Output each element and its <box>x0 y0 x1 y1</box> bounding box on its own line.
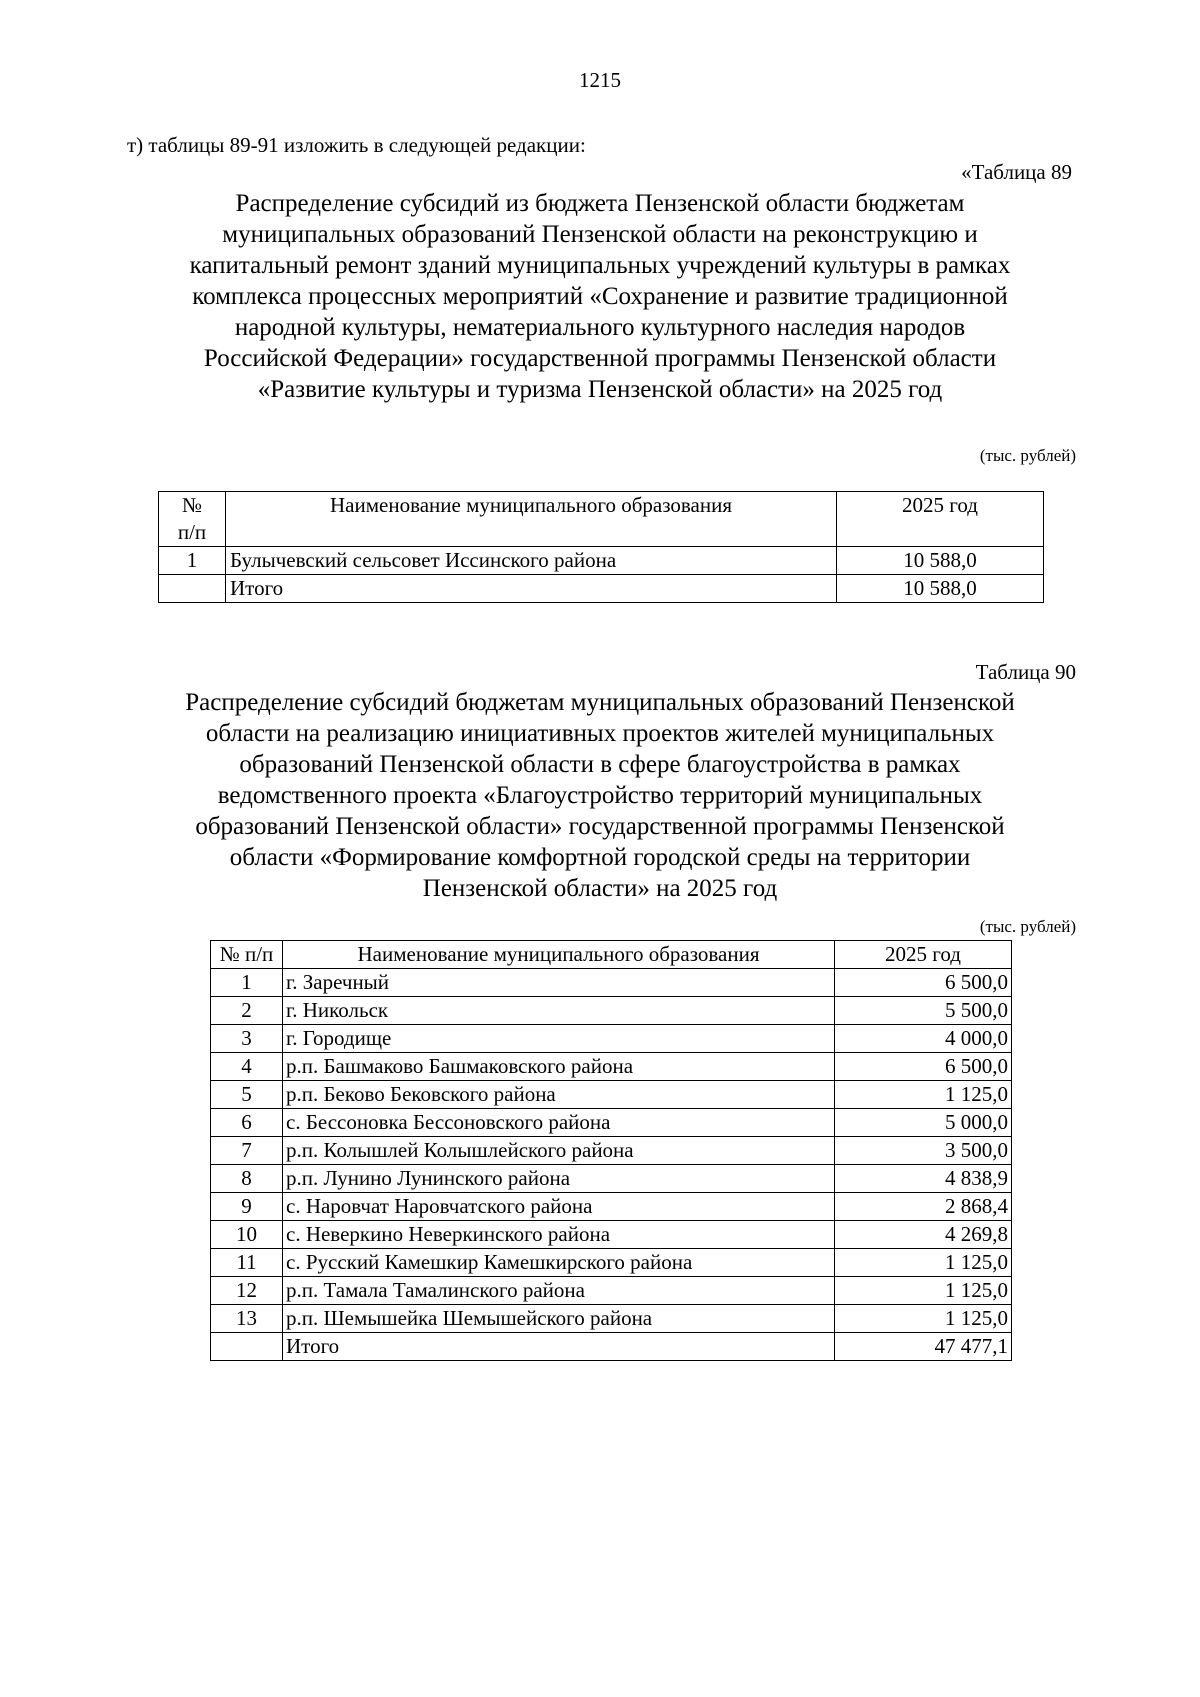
title-line: Распределение субсидий из бюджета Пензенской области бюджетам <box>235 190 965 217</box>
cell-value: 4 269,8 <box>835 1221 1012 1249</box>
cell-value: 6 500,0 <box>835 1053 1012 1081</box>
cell-value: 4 838,9 <box>835 1165 1012 1193</box>
title-line: Распределение субсидий бюджетам муниципальных образований Пензенской <box>185 689 1015 716</box>
title-line: Пензенской области» на 2025 год <box>422 875 778 902</box>
table-row <box>211 1221 1012 1249</box>
table-row <box>159 547 1044 575</box>
header-name: Наименование муниципального образования <box>226 492 837 547</box>
title-line: области на реализацию инициативных проектов жителей муниципальных <box>205 720 995 747</box>
cell-no: 1 <box>159 547 226 575</box>
table-89-label: «Таблица 89 <box>961 160 1072 184</box>
cell-no: 4 <box>211 1053 283 1081</box>
cell-name: Булычевский сельсовет Иссинского района <box>226 547 837 575</box>
header-no: № п/п <box>211 941 283 969</box>
cell-value: 1 125,0 <box>835 1305 1012 1333</box>
table-row <box>211 997 1012 1025</box>
cell-value: 1 125,0 <box>835 1277 1012 1305</box>
cell-name: р.п. Беково Бековского района <box>283 1081 835 1109</box>
table-90-label: Таблица 90 <box>975 660 1076 684</box>
cell-name: г. Никольск <box>283 997 835 1025</box>
cell-name: г. Городище <box>283 1025 835 1053</box>
cell-value: 5 000,0 <box>835 1109 1012 1137</box>
cell-value: 2 868,4 <box>835 1193 1012 1221</box>
header-no-line2: п/п <box>177 520 207 544</box>
header-no-line1: № <box>181 493 203 517</box>
cell-name: с. Неверкино Неверкинского района <box>283 1221 835 1249</box>
table-89-units: (тыс. рублей) <box>979 446 1076 465</box>
cell-value: 10 588,0 <box>837 575 1044 603</box>
cell-value: 5 500,0 <box>835 997 1012 1025</box>
cell-name: Итого <box>283 1333 835 1361</box>
cell-no: 5 <box>211 1081 283 1109</box>
cell-no: 6 <box>211 1109 283 1137</box>
table-row <box>211 1165 1012 1193</box>
cell-name: г. Заречный <box>283 969 835 997</box>
title-line: области «Формирование комфортной городской среды на территории <box>229 844 971 871</box>
cell-value: 4 000,0 <box>835 1025 1012 1053</box>
cell-value: 47 477,1 <box>835 1333 1012 1361</box>
title-line: «Развитие культуры и туризма Пензенской области» на 2025 год <box>257 376 943 403</box>
header-no <box>159 492 226 547</box>
table-row <box>211 1081 1012 1109</box>
table-row <box>211 1137 1012 1165</box>
table-row <box>211 1053 1012 1081</box>
table-row-total <box>211 1333 1012 1361</box>
cell-no: 9 <box>211 1193 283 1221</box>
cell-name: Итого <box>226 575 837 603</box>
title-line: комплекса процессных мероприятий «Сохранение и развитие традиционной <box>192 283 1008 310</box>
table-row-total <box>159 575 1044 603</box>
table-row <box>211 1305 1012 1333</box>
intro-text: т) таблицы 89-91 изложить в следующей редакции: <box>127 133 586 157</box>
cell-value: 6 500,0 <box>835 969 1012 997</box>
cell-no: 7 <box>211 1137 283 1165</box>
cell-no <box>159 575 226 603</box>
table-row <box>211 969 1012 997</box>
cell-name: р.п. Колышлей Колышлейского района <box>283 1137 835 1165</box>
cell-no: 10 <box>211 1221 283 1249</box>
cell-name: с. Бессоновка Бессоновского района <box>283 1109 835 1137</box>
cell-value: 1 125,0 <box>835 1081 1012 1109</box>
page-number: 1215 <box>579 68 621 92</box>
cell-value: 1 125,0 <box>835 1249 1012 1277</box>
cell-name: р.п. Шемышейка Шемышейского района <box>283 1305 835 1333</box>
cell-no: 1 <box>211 969 283 997</box>
table-row <box>211 1249 1012 1277</box>
table-row <box>211 1277 1012 1305</box>
table-90-units: (тыс. рублей) <box>979 917 1076 936</box>
cell-value: 10 588,0 <box>837 547 1044 575</box>
table-89-title <box>0 188 1200 405</box>
table-header-row <box>159 492 1044 547</box>
cell-name: р.п. Лунино Лунинского района <box>283 1165 835 1193</box>
table-90-title <box>0 687 1200 904</box>
title-line: образований Пензенской области» государственной программы Пензенской <box>195 813 1005 840</box>
cell-no: 13 <box>211 1305 283 1333</box>
cell-no <box>211 1333 283 1361</box>
table-row <box>211 1025 1012 1053</box>
title-line: муниципальных образований Пензенской области на реконструкцию и <box>222 221 978 248</box>
cell-name: с. Наровчат Наровчатского района <box>283 1193 835 1221</box>
cell-no: 12 <box>211 1277 283 1305</box>
cell-value: 3 500,0 <box>835 1137 1012 1165</box>
title-line: ведомственного проекта «Благоустройство территорий муниципальных <box>217 782 983 809</box>
cell-no: 8 <box>211 1165 283 1193</box>
cell-name: р.п. Тамала Тамалинского района <box>283 1277 835 1305</box>
cell-no: 11 <box>211 1249 283 1277</box>
table-header-row <box>211 941 1012 969</box>
cell-name: р.п. Башмаково Башмаковского района <box>283 1053 835 1081</box>
cell-name: с. Русский Камешкир Камешкирского района <box>283 1249 835 1277</box>
cell-no: 3 <box>211 1025 283 1053</box>
table-row <box>211 1109 1012 1137</box>
header-name: Наименование муниципального образования <box>283 941 835 969</box>
cell-no: 2 <box>211 997 283 1025</box>
title-line: образований Пензенской области в сфере благоустройства в рамках <box>239 751 961 778</box>
table-row <box>211 1193 1012 1221</box>
header-year: 2025 год <box>835 941 1012 969</box>
title-line: Российской Федерации» государственной программы Пензенской области <box>203 345 997 372</box>
title-line: капитальный ремонт зданий муниципальных учреждений культуры в рамках <box>189 252 1011 279</box>
table-90 <box>210 940 1012 1361</box>
title-line: народной культуры, нематериального культурного наследия народов <box>234 314 966 341</box>
table-89 <box>158 491 1044 603</box>
header-year: 2025 год <box>837 492 1044 547</box>
